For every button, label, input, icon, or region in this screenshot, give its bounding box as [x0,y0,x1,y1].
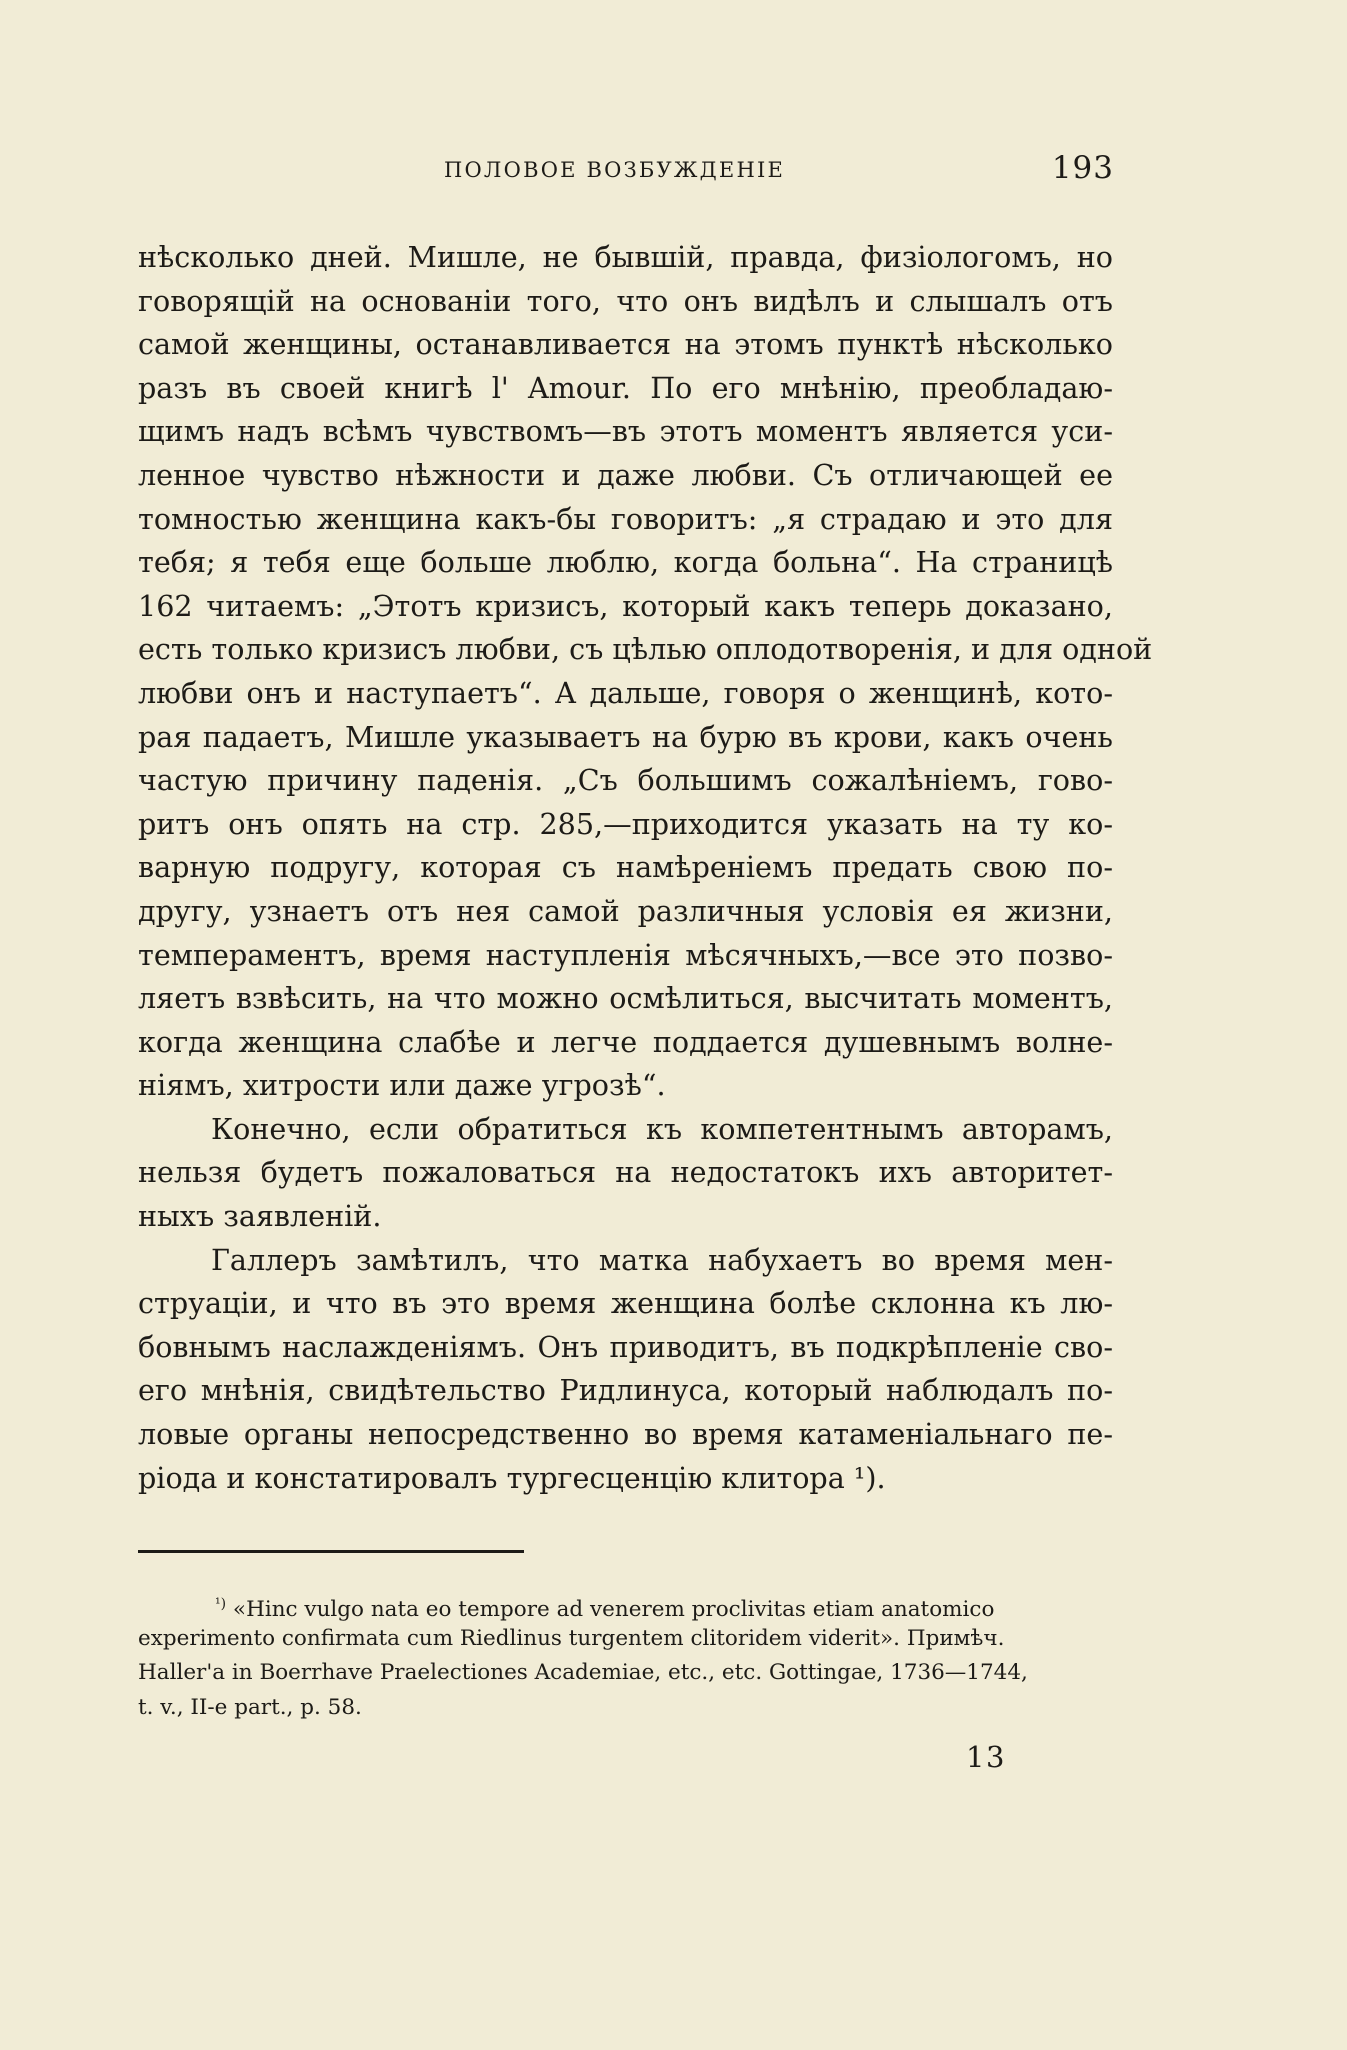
footnote-marker: ¹) [215,1596,227,1612]
text-line: ляетъ взвѣсить, на что можно осмѣлиться, высчитать моментъ, [138,981,1113,1016]
page-number: 193 [1051,150,1114,186]
text-line: говорящій на основаніи того, что онъ видѣлъ и слышалъ отъ [138,283,1113,318]
running-title: ПОЛОВОЕ ВОЗБУЖДЕНІЕ [444,158,785,182]
footnote-line-text: «Hinc vulgo nata eo tempore ad venerem proclivitas etiam anatomico [232,1597,995,1622]
text-line: Конечно, если обратиться къ компетентнымъ авторамъ, [211,1111,1113,1146]
footnote-line: experimento confirmata cum Riedlinus turgentem clitoridem viderit». Примѣч. [138,1625,1005,1651]
footnote-line [138,1587,1116,1622]
body-text [138,236,1153,1500]
text-line: темпераментъ, время наступленія мѣсячныхъ,—все это позво- [138,937,1113,972]
text-line: 162 читаемъ: „Этотъ кризисъ, который какъ теперь доказано, [138,588,1113,623]
footnote [138,1587,1116,1725]
text-line: Галлеръ замѣтилъ, что матка набухаетъ во время мен- [211,1242,1113,1277]
text-line: струаціи, и что въ это время женщина болѣе склонна къ лю- [138,1286,1113,1321]
text-line: ритъ онъ опять на стр. 285,—приходится указать на ту ко- [138,806,1113,841]
text-line: варную подругу, которая съ намѣреніемъ предать свою по- [138,850,1113,885]
text-line: ленное чувство нѣжности и даже любви. Съ отличающей ее [138,457,1113,492]
footnote-rule [138,1550,524,1553]
text-line: щимъ надъ всѣмъ чувствомъ—въ этотъ моментъ является уси- [138,414,1113,449]
footnote-line: t. v., II-e part., p. 58. [138,1694,362,1720]
text-line: нѣсколько дней. Мишле, не бывшій, правда, физіологомъ, но [138,240,1113,274]
text-line: другу, узнаетъ отъ нея самой различныя условія ея жизни, [138,893,1113,928]
text-line: есть только кризисъ любви, съ цѣлью оплодотворенія, и для одной [138,632,1153,667]
text-line: когда женщина слабѣе и легче поддается душевнымъ волне- [138,1024,1113,1059]
text-line: ловые органы непосредственно во время катаменіальнаго пе- [138,1417,1113,1452]
text-line: тебя; я тебя еще больше люблю, когда больна“. На страницѣ [138,545,1113,580]
text-line: частую причину паденія. „Съ большимъ сожалѣніемъ, гово- [138,763,1113,798]
text-line: самой женщины, останавливается на этомъ пунктѣ нѣсколько [138,327,1113,362]
signature-mark: 13 [966,1740,1006,1774]
text-line: ніямъ, хитрости или даже угрозѣ“. [138,1068,666,1103]
text-line: разъ въ своей книгѣ l' Amour. По его мнѣнію, преобладаю- [138,370,1113,405]
text-line: любви онъ и наступаетъ“. А дальше, говоря о женщинѣ, кото- [138,675,1113,710]
text-line: рая падаетъ, Мишле указываетъ на бурю въ крови, какъ очень [138,719,1113,754]
text-line: ныхъ заявленій. [138,1199,382,1234]
text-line: томностью женщина какъ-бы говоритъ: „я страдаю и это для [138,501,1113,536]
footnote-line: Haller'a in Boerrhave Praelectiones Academiae, etc., etc. Gottingae, 1736—1744, [138,1660,1028,1685]
text-line: нельзя будетъ пожаловаться на недостатокъ ихъ авторитет- [138,1155,1113,1190]
text-line: ріода и констатировалъ тургесценцію клитора ¹). [138,1460,886,1495]
text-line: его мнѣнія, свидѣтельство Ридлинуса, который наблюдалъ по- [138,1373,1113,1408]
text-line: бовнымъ наслажденіямъ. Онъ приводитъ, въ подкрѣпленіе сво- [138,1329,1113,1364]
